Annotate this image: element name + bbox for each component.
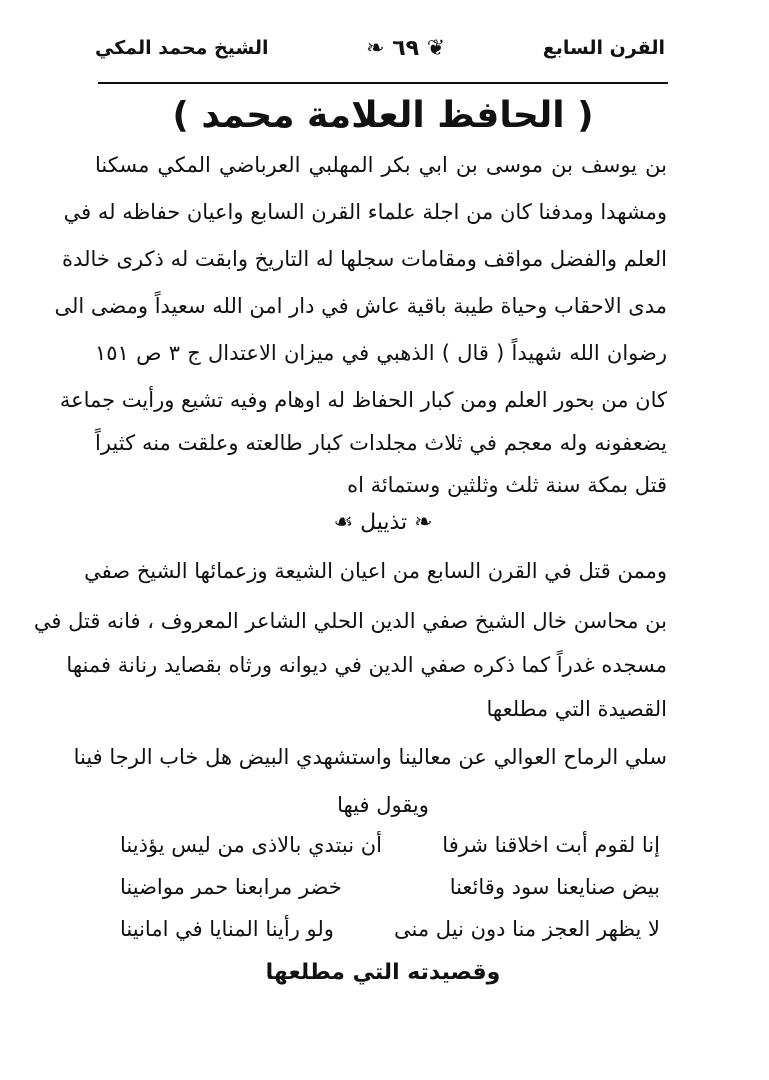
verse-first-hemistich: إنا لقوم أبت اخلاقنا شرفا xyxy=(442,833,660,857)
header-divider xyxy=(98,82,668,84)
opening-verse: سلي الرماح العوالي عن معالينا واستشهدي البيض هل خاب الرجا فينا xyxy=(73,745,667,769)
paragraph-line: مسجده غدراً كما ذكره صفي الدين في ديوانه ورثاه بقصايد رنانة فمنها xyxy=(66,653,667,677)
paragraph-line: مدى الاحقاب وحياة طيبة باقية عاش في دار امن الله سعيداً ومضى الى xyxy=(54,294,667,318)
poem-intro: ويقول فيها xyxy=(337,793,429,817)
appendix-heading: ❧ تذييل ☙ xyxy=(333,510,433,535)
verse-first-hemistich: بيض صنايعنا سود وقائعنا xyxy=(449,875,660,899)
verse-second-hemistich: ولو رأينا المنايا في امانينا xyxy=(120,917,334,941)
verse-second-hemistich: أن نبتدي بالاذى من ليس يؤذينا xyxy=(120,833,382,857)
verse-row xyxy=(120,830,660,860)
paragraph-line: بن يوسف بن موسى بن ابي بكر المهلبي العرباضي المكي مسكنا xyxy=(95,153,667,177)
paragraph-line: بن محاسن خال الشيخ صفي الدين الحلي الشاعر المعروف ، فانه قتل في xyxy=(33,609,667,633)
verse-first-hemistich: لا يظهر العجز منا دون نيل منى xyxy=(394,917,660,941)
closing-line: وقصيدته التي مطلعها xyxy=(265,960,501,985)
page-number: ❦ ٦٩ ❧ xyxy=(366,35,446,61)
verse-row xyxy=(120,872,660,902)
paragraph-line: يضعفونه وله معجم في ثلاث مجلدات كبار طالعته وعلقت منه كثيراً xyxy=(95,431,667,455)
verse-row xyxy=(120,914,660,944)
header-author-label: الشيخ محمد المكي xyxy=(95,37,269,59)
paragraph-line: قتل بمكة سنة ثلث وثلثين وستمائة اه xyxy=(347,473,667,497)
paragraph-line: كان من بحور العلم ومن كبار الحفاظ له اوهام وفيه تشيع ورأيت جماعة xyxy=(59,388,667,412)
paragraph-line: وممن قتل في القرن السابع من اعيان الشيعة وزعمائها الشيخ صفي xyxy=(84,559,667,583)
page-title: ( الحافظ العلامة محمد ) xyxy=(172,95,594,136)
page-header xyxy=(95,28,665,68)
paragraph-line: رضوان الله شهيداً ( قال ) الذهبي في ميزان الاعتدال ج ٣ ص ١٥١ xyxy=(95,341,667,365)
verse-second-hemistich: خضر مرابعنا حمر مواضينا xyxy=(120,875,342,899)
paragraph-line: ومشهدا ومدفنا كان من اجلة علماء القرن السابع واعيان حفاظه له في xyxy=(63,200,667,224)
paragraph-line: القصيدة التي مطلعها xyxy=(486,697,667,721)
header-section-label: القرن السابع xyxy=(542,37,665,59)
paragraph-line: العلم والفضل مواقف ومقامات سجلها له التاريخ وابقت له ذكرى خالدة xyxy=(62,247,667,271)
